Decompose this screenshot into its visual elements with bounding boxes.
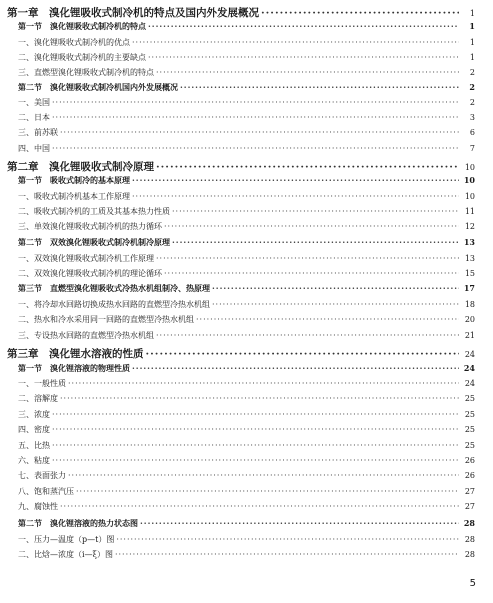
dot-leader bbox=[115, 550, 459, 559]
toc-entry-page: 26 bbox=[464, 471, 475, 480]
toc-entry-title: 第一节 溴化锂溶液的物理性质 bbox=[18, 363, 130, 373]
dot-leader bbox=[132, 38, 459, 47]
toc-entry-page: 13 bbox=[463, 237, 475, 247]
dot-leader bbox=[180, 82, 459, 92]
toc-entry-page: 15 bbox=[464, 269, 475, 278]
dot-leader bbox=[60, 502, 459, 511]
toc-entry-page: 1 bbox=[469, 21, 475, 31]
toc-entry-title: 二、双效溴化锂吸收式制冷机的理论循环 bbox=[18, 269, 162, 278]
toc-entry-page: 25 bbox=[464, 425, 475, 434]
toc-entry-title: 六、粘度 bbox=[18, 456, 50, 465]
dot-leader bbox=[156, 68, 459, 77]
dot-leader bbox=[148, 53, 459, 62]
toc-entry-page: 24 bbox=[464, 350, 475, 359]
dot-leader bbox=[156, 331, 459, 340]
toc-item bbox=[18, 440, 475, 452]
toc-entry-title: 三、专设热水回路的直燃型冷热水机组 bbox=[18, 331, 154, 340]
toc-entry-title: 三、单效溴化锂吸收式制冷机的热力循环 bbox=[18, 222, 162, 231]
toc-entry-title: 第三节 直燃型溴化锂吸收式冷热水机组制冷、热原理 bbox=[18, 283, 210, 293]
toc-entry-page: 2 bbox=[469, 82, 475, 92]
dot-leader bbox=[146, 348, 460, 360]
toc-entry-page: 20 bbox=[464, 315, 475, 324]
dot-leader bbox=[52, 425, 459, 434]
toc-item bbox=[18, 143, 475, 155]
toc-entry-page: 25 bbox=[464, 394, 475, 403]
toc-entry-page: 17 bbox=[463, 283, 475, 293]
toc-entry-title: 二、热水和冷水采用同一回路的直燃型冷热水机组 bbox=[18, 315, 194, 324]
toc-item bbox=[18, 501, 475, 513]
toc-entry-title: 第二章 溴化锂吸收式制冷原理 bbox=[7, 161, 154, 173]
toc-entry-page: 24 bbox=[464, 379, 475, 388]
toc-item bbox=[18, 67, 475, 79]
dot-leader bbox=[132, 192, 459, 201]
dot-leader bbox=[148, 21, 459, 31]
toc-entry-title: 一、溴化锂吸收式制冷机的优点 bbox=[18, 38, 130, 47]
dot-leader bbox=[196, 315, 459, 324]
toc-item bbox=[18, 534, 475, 546]
toc-section bbox=[18, 518, 475, 530]
toc-entry-page: 27 bbox=[464, 487, 475, 496]
dot-leader bbox=[52, 456, 459, 465]
toc-entry-page: 25 bbox=[464, 441, 475, 450]
dot-leader bbox=[164, 269, 459, 278]
toc-entry-title: 一、吸收式制冷机基本工作原理 bbox=[18, 192, 130, 201]
toc-entry-page: 28 bbox=[464, 550, 475, 559]
toc-entry-page: 6 bbox=[469, 128, 475, 137]
toc-item bbox=[18, 470, 475, 482]
dot-leader bbox=[132, 363, 459, 373]
toc-item bbox=[18, 206, 475, 218]
toc-entry-page: 2 bbox=[469, 98, 475, 107]
toc-entry-title: 四、密度 bbox=[18, 425, 50, 434]
toc-entry-title: 三、前苏联 bbox=[18, 128, 58, 137]
toc-entry-title: 第二节 双效溴化锂吸收式制冷机制冷原理 bbox=[18, 237, 170, 247]
toc-item bbox=[18, 424, 475, 436]
toc-entry-page: 28 bbox=[464, 535, 475, 544]
toc-entry-title: 第二节 溴化锂溶液的热力状态图 bbox=[18, 518, 138, 528]
toc-entry-page: 28 bbox=[463, 518, 475, 528]
dot-leader bbox=[132, 175, 459, 185]
dot-leader bbox=[52, 113, 459, 122]
toc-entry-title: 三、直燃型溴化锂吸收式制冷机的特点 bbox=[18, 68, 154, 77]
toc-item bbox=[18, 409, 475, 421]
toc-entry-page: 21 bbox=[464, 331, 475, 340]
toc-entry-title: 第三章 溴化锂水溶液的性质 bbox=[7, 348, 144, 360]
toc-item bbox=[18, 299, 475, 311]
toc-item bbox=[18, 52, 475, 64]
toc-chapter bbox=[7, 5, 475, 20]
toc-section bbox=[18, 82, 475, 94]
dot-leader bbox=[164, 222, 459, 231]
toc-chapter bbox=[7, 346, 475, 361]
toc-entry-title: 第一节 吸收式制冷的基本原理 bbox=[18, 175, 130, 185]
dot-leader bbox=[212, 300, 459, 309]
toc-entry-title: 第一章 溴化锂吸收式制冷机的特点及国内外发展概况 bbox=[7, 7, 259, 19]
toc-item bbox=[18, 221, 475, 233]
toc-entry-page: 1 bbox=[469, 9, 475, 18]
toc-item bbox=[18, 127, 475, 139]
toc-entry-title: 一、压力—温度（p—t）图 bbox=[18, 535, 115, 544]
toc-entry-title: 一、双效溴化锂吸收式制冷机工作原理 bbox=[18, 254, 154, 263]
toc-entry-title: 一、一般性质 bbox=[18, 379, 66, 388]
toc-item bbox=[18, 455, 475, 467]
toc-entry-title: 二、日本 bbox=[18, 113, 50, 122]
dot-leader bbox=[52, 410, 459, 419]
toc-entry-title: 二、比焓—浓度（i—ξ）图 bbox=[18, 550, 113, 559]
toc-entry-page: 26 bbox=[464, 456, 475, 465]
toc-entry-page: 1 bbox=[469, 53, 475, 62]
toc-entry-title: 二、吸收式制冷机的工质及其基本热力性质 bbox=[18, 207, 170, 216]
dot-leader bbox=[76, 487, 459, 496]
toc-entry-title: 八、饱和蒸汽压 bbox=[18, 487, 74, 496]
toc-item bbox=[18, 314, 475, 326]
toc-entry-title: 五、比热 bbox=[18, 441, 50, 450]
dot-leader bbox=[52, 144, 459, 153]
toc-item bbox=[18, 97, 475, 109]
toc-entry-title: 二、溶解度 bbox=[18, 394, 58, 403]
toc-entry-page: 27 bbox=[464, 502, 475, 511]
page-number: 5 bbox=[469, 578, 476, 589]
dot-leader bbox=[172, 237, 459, 247]
dot-leader bbox=[68, 471, 459, 480]
dot-leader bbox=[156, 161, 459, 173]
toc-entry-title: 七、表面张力 bbox=[18, 471, 66, 480]
toc-entry-page: 3 bbox=[469, 113, 475, 122]
toc-entry-page: 11 bbox=[464, 207, 475, 216]
toc-item bbox=[18, 549, 475, 561]
toc-entry-page: 2 bbox=[469, 68, 475, 77]
toc-entry-page: 10 bbox=[464, 192, 475, 201]
toc-entry-page: 24 bbox=[463, 363, 475, 373]
toc-section bbox=[18, 237, 475, 249]
toc-item bbox=[18, 378, 475, 390]
toc-item bbox=[18, 191, 475, 203]
dot-leader bbox=[60, 128, 459, 137]
toc-entry-page: 18 bbox=[464, 300, 475, 309]
toc-entry-title: 第二节 溴化锂吸收式制冷机国内外发展概况 bbox=[18, 82, 178, 92]
toc-entry-title: 二、溴化锂吸收式制冷机的主要缺点 bbox=[18, 53, 146, 62]
toc-item bbox=[18, 268, 475, 280]
toc-entry-title: 三、浓度 bbox=[18, 410, 50, 419]
dot-leader bbox=[140, 518, 459, 528]
dot-leader bbox=[261, 7, 459, 19]
toc-section bbox=[18, 363, 475, 375]
dot-leader bbox=[52, 98, 459, 107]
toc-item bbox=[18, 253, 475, 265]
toc-entry-page: 10 bbox=[463, 175, 475, 185]
toc-entry-page: 10 bbox=[464, 163, 475, 172]
dot-leader bbox=[156, 254, 459, 263]
toc-entry-page: 7 bbox=[469, 144, 475, 153]
toc-section bbox=[18, 21, 475, 33]
toc-section bbox=[18, 175, 475, 187]
toc-entry-page: 13 bbox=[464, 254, 475, 263]
dot-leader bbox=[52, 441, 459, 450]
toc-entry-page: 12 bbox=[464, 222, 475, 231]
toc-item bbox=[18, 37, 475, 49]
toc-chapter bbox=[7, 159, 475, 174]
dot-leader bbox=[116, 535, 459, 544]
toc-item bbox=[18, 393, 475, 405]
toc-entry-page: 25 bbox=[464, 410, 475, 419]
toc-entry-title: 四、中国 bbox=[18, 144, 50, 153]
toc-entry-page: 1 bbox=[469, 38, 475, 47]
dot-leader bbox=[212, 283, 459, 293]
toc-section bbox=[18, 283, 475, 295]
toc-item bbox=[18, 486, 475, 498]
toc-entry-title: 第一节 溴化锂吸收式制冷机的特点 bbox=[18, 21, 146, 31]
toc-item bbox=[18, 330, 475, 342]
toc-entry-title: 一、将冷却水回路切换成热水回路的直燃型冷热水机组 bbox=[18, 300, 210, 309]
dot-leader bbox=[172, 207, 459, 216]
dot-leader bbox=[60, 394, 459, 403]
toc-entry-title: 九、腐蚀性 bbox=[18, 502, 58, 511]
toc-entry-title: 一、美国 bbox=[18, 98, 50, 107]
dot-leader bbox=[68, 379, 459, 388]
toc-item bbox=[18, 112, 475, 124]
